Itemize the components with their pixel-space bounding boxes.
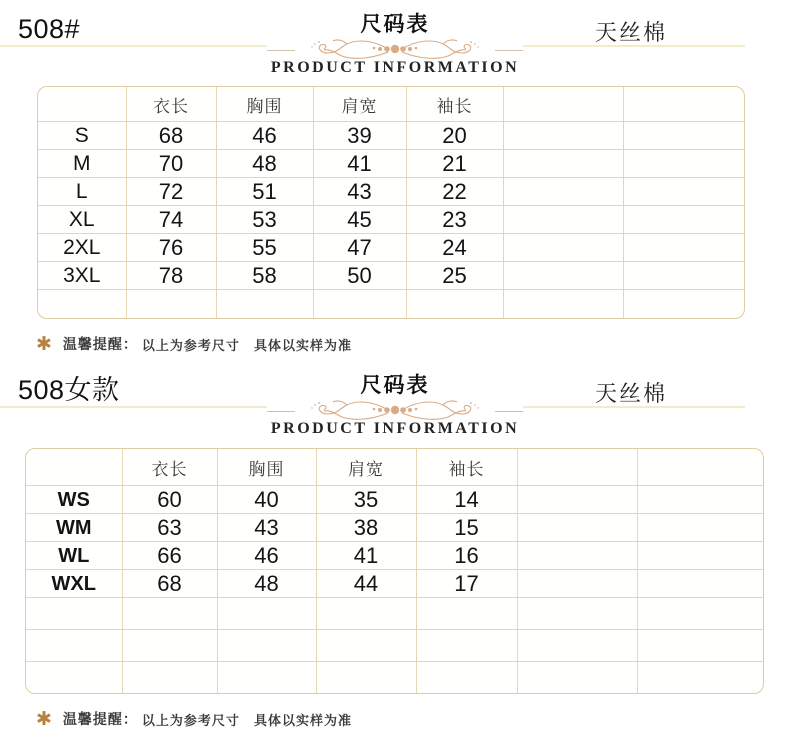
size-value: 53 bbox=[216, 206, 313, 234]
size-label: XL bbox=[38, 206, 126, 234]
fabric-label: 天丝棉 bbox=[595, 381, 668, 406]
header-row bbox=[38, 87, 744, 122]
column-header: 胸围 bbox=[217, 449, 316, 486]
size-row bbox=[38, 122, 744, 150]
empty-cell bbox=[313, 290, 406, 319]
section-mens bbox=[0, 0, 790, 355]
empty-cell bbox=[416, 598, 517, 630]
section-womens bbox=[0, 361, 790, 730]
size-row bbox=[38, 150, 744, 178]
column-header-empty bbox=[623, 87, 744, 122]
note-text-2: 具体以实样为准 bbox=[253, 712, 352, 728]
empty-row bbox=[38, 290, 744, 319]
empty-cell bbox=[406, 290, 503, 319]
size-row bbox=[26, 542, 763, 570]
empty-cell bbox=[316, 662, 416, 694]
empty-cell bbox=[316, 598, 416, 630]
size-label: M bbox=[38, 150, 126, 178]
reminder-note bbox=[36, 708, 790, 730]
column-header: 肩宽 bbox=[316, 449, 416, 486]
size-label: WS bbox=[26, 486, 122, 514]
fabric-area bbox=[523, 361, 745, 408]
empty-cell bbox=[503, 234, 623, 262]
product-information-label: PRODUCT INFORMATION bbox=[270, 59, 520, 76]
empty-cell bbox=[217, 630, 316, 662]
section-title: 508# bbox=[18, 14, 81, 44]
column-header-empty bbox=[38, 87, 126, 122]
empty-cell bbox=[637, 570, 763, 598]
size-row bbox=[26, 486, 763, 514]
empty-cell bbox=[503, 206, 623, 234]
size-row bbox=[26, 570, 763, 598]
size-value: 47 bbox=[313, 234, 406, 262]
size-label: L bbox=[38, 178, 126, 206]
empty-cell bbox=[637, 662, 763, 694]
ornament-left-dash bbox=[267, 50, 295, 51]
empty-cell bbox=[517, 662, 637, 694]
empty-cell bbox=[623, 290, 744, 319]
size-value: 40 bbox=[217, 486, 316, 514]
column-header-empty bbox=[637, 449, 763, 486]
product-information-label: PRODUCT INFORMATION bbox=[270, 420, 520, 437]
column-header: 衣长 bbox=[122, 449, 217, 486]
size-label: WM bbox=[26, 514, 122, 542]
size-value: 39 bbox=[313, 122, 406, 150]
empty-cell bbox=[416, 662, 517, 694]
size-value: 68 bbox=[122, 570, 217, 598]
size-table-wrap bbox=[37, 86, 745, 319]
empty-cell bbox=[26, 662, 122, 694]
size-value: 63 bbox=[122, 514, 217, 542]
empty-cell bbox=[217, 662, 316, 694]
size-value: 15 bbox=[416, 514, 517, 542]
size-value: 66 bbox=[122, 542, 217, 570]
reminder-note bbox=[36, 333, 790, 355]
empty-cell bbox=[216, 290, 313, 319]
size-value: 44 bbox=[316, 570, 416, 598]
empty-row bbox=[26, 598, 763, 630]
empty-cell bbox=[623, 122, 744, 150]
empty-cell bbox=[623, 262, 744, 290]
empty-cell bbox=[517, 630, 637, 662]
empty-cell bbox=[637, 542, 763, 570]
size-value: 50 bbox=[313, 262, 406, 290]
size-label: 2XL bbox=[38, 234, 126, 262]
size-value: 45 bbox=[313, 206, 406, 234]
empty-row bbox=[26, 662, 763, 694]
star-icon: ✱ bbox=[36, 333, 52, 355]
size-value: 41 bbox=[313, 150, 406, 178]
size-value: 55 bbox=[216, 234, 313, 262]
size-value: 68 bbox=[126, 122, 216, 150]
empty-cell bbox=[637, 514, 763, 542]
size-label: WL bbox=[26, 542, 122, 570]
size-value: 24 bbox=[406, 234, 503, 262]
section-title: 508女款 bbox=[18, 375, 120, 405]
note-label: 温馨提醒： bbox=[62, 336, 138, 352]
note-text-1: 以上为参考尺寸 bbox=[141, 337, 240, 353]
empty-cell bbox=[623, 234, 744, 262]
size-value: 60 bbox=[122, 486, 217, 514]
empty-cell bbox=[623, 150, 744, 178]
size-value: 21 bbox=[406, 150, 503, 178]
size-label: S bbox=[38, 122, 126, 150]
column-header-empty bbox=[517, 449, 637, 486]
empty-cell bbox=[503, 262, 623, 290]
size-value: 23 bbox=[406, 206, 503, 234]
column-header: 胸围 bbox=[216, 87, 313, 122]
ornament-right-dash bbox=[495, 50, 523, 51]
column-header-empty bbox=[503, 87, 623, 122]
empty-cell bbox=[122, 630, 217, 662]
size-value: 38 bbox=[316, 514, 416, 542]
size-value: 48 bbox=[216, 150, 313, 178]
size-label: 3XL bbox=[38, 262, 126, 290]
empty-cell bbox=[217, 598, 316, 630]
size-value: 14 bbox=[416, 486, 517, 514]
empty-cell bbox=[122, 598, 217, 630]
size-value: 72 bbox=[126, 178, 216, 206]
size-row bbox=[38, 234, 744, 262]
size-label: WXL bbox=[26, 570, 122, 598]
size-chart-title: 尺码表 bbox=[360, 13, 430, 36]
size-chart-title: 尺码表 bbox=[360, 374, 430, 397]
ornament-left-dash bbox=[267, 411, 295, 412]
header-band bbox=[0, 361, 790, 438]
size-value: 70 bbox=[126, 150, 216, 178]
header-band bbox=[0, 0, 790, 77]
title-area bbox=[0, 0, 267, 47]
empty-cell bbox=[316, 630, 416, 662]
empty-cell bbox=[517, 570, 637, 598]
size-value: 22 bbox=[406, 178, 503, 206]
size-value: 51 bbox=[216, 178, 313, 206]
size-value: 48 bbox=[217, 570, 316, 598]
size-value: 74 bbox=[126, 206, 216, 234]
empty-cell bbox=[26, 598, 122, 630]
size-chart-header bbox=[267, 0, 523, 77]
empty-cell bbox=[503, 290, 623, 319]
size-value: 41 bbox=[316, 542, 416, 570]
empty-cell bbox=[503, 178, 623, 206]
title-area bbox=[0, 361, 267, 408]
empty-cell bbox=[517, 486, 637, 514]
empty-cell bbox=[517, 514, 637, 542]
size-value: 76 bbox=[126, 234, 216, 262]
empty-cell bbox=[517, 598, 637, 630]
note-label: 温馨提醒： bbox=[62, 711, 138, 727]
empty-cell bbox=[637, 630, 763, 662]
column-header: 袖长 bbox=[416, 449, 517, 486]
size-value: 46 bbox=[216, 122, 313, 150]
empty-cell bbox=[623, 178, 744, 206]
column-header: 肩宽 bbox=[313, 87, 406, 122]
empty-cell bbox=[26, 630, 122, 662]
empty-cell bbox=[517, 542, 637, 570]
size-table-wrap bbox=[25, 448, 764, 694]
fabric-area bbox=[523, 0, 745, 47]
empty-cell bbox=[503, 150, 623, 178]
column-header: 袖长 bbox=[406, 87, 503, 122]
size-row bbox=[38, 262, 744, 290]
size-value: 20 bbox=[406, 122, 503, 150]
empty-cell bbox=[637, 486, 763, 514]
empty-cell bbox=[122, 662, 217, 694]
empty-cell bbox=[38, 290, 126, 319]
size-value: 17 bbox=[416, 570, 517, 598]
fabric-label: 天丝棉 bbox=[595, 20, 668, 45]
size-chart-header bbox=[267, 361, 523, 438]
size-value: 35 bbox=[316, 486, 416, 514]
star-icon: ✱ bbox=[36, 708, 52, 730]
note-text-2: 具体以实样为准 bbox=[253, 337, 352, 353]
size-value: 43 bbox=[313, 178, 406, 206]
size-value: 78 bbox=[126, 262, 216, 290]
size-table bbox=[26, 449, 763, 693]
size-value: 43 bbox=[217, 514, 316, 542]
size-value: 25 bbox=[406, 262, 503, 290]
header-row bbox=[26, 449, 763, 486]
empty-row bbox=[26, 630, 763, 662]
size-row bbox=[26, 514, 763, 542]
size-value: 16 bbox=[416, 542, 517, 570]
empty-cell bbox=[623, 206, 744, 234]
size-row bbox=[38, 206, 744, 234]
empty-cell bbox=[503, 122, 623, 150]
empty-cell bbox=[637, 598, 763, 630]
size-row bbox=[38, 178, 744, 206]
column-header: 衣长 bbox=[126, 87, 216, 122]
size-value: 46 bbox=[217, 542, 316, 570]
ornament-right-dash bbox=[495, 411, 523, 412]
note-text-1: 以上为参考尺寸 bbox=[141, 712, 240, 728]
size-value: 58 bbox=[216, 262, 313, 290]
size-table bbox=[38, 87, 744, 318]
empty-cell bbox=[126, 290, 216, 319]
empty-cell bbox=[416, 630, 517, 662]
column-header-empty bbox=[26, 449, 122, 486]
